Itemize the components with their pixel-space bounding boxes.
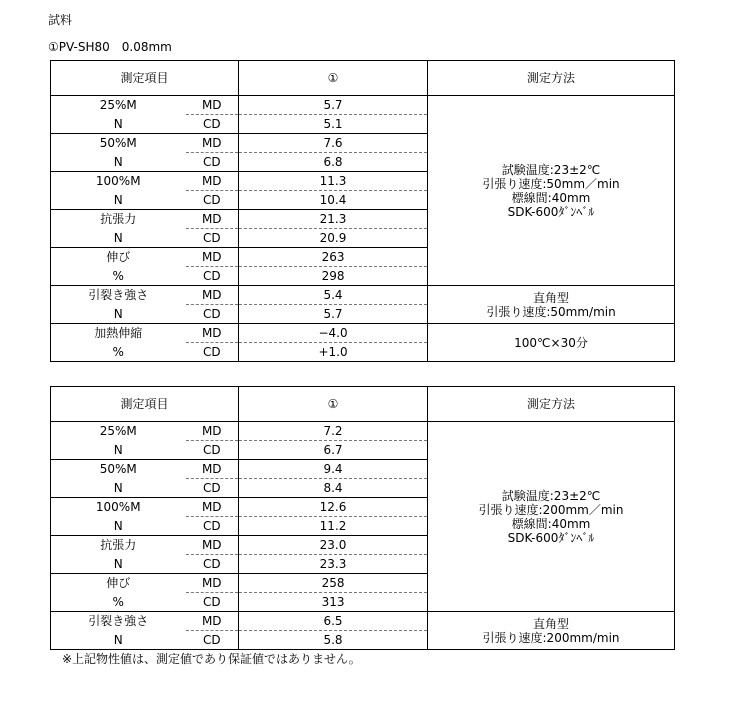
direction-label: CD	[186, 343, 239, 362]
direction-label: MD	[186, 172, 239, 191]
property-label: 100%M	[51, 498, 186, 517]
measured-value: 7.6	[239, 134, 428, 153]
method-line: 試験温度:23±2℃	[501, 162, 601, 177]
direction-label: MD	[186, 460, 239, 479]
measured-value: 6.8	[239, 153, 428, 172]
property-label: 50%M	[51, 134, 186, 153]
test-method-cell	[428, 286, 675, 324]
direction-label: CD	[186, 555, 239, 574]
property-label: N	[51, 479, 186, 498]
direction-label: MD	[186, 574, 239, 593]
method-line: 引張り速度:50mm/min	[486, 304, 616, 319]
measured-value: 21.3	[239, 210, 428, 229]
property-label: 抗張力	[51, 210, 186, 229]
direction-label: CD	[186, 267, 239, 286]
measured-value: 10.4	[239, 191, 428, 210]
measured-value: 23.3	[239, 555, 428, 574]
test-results-table-2	[50, 386, 675, 650]
property-label: N	[51, 305, 186, 324]
direction-label: CD	[186, 153, 239, 172]
property-label: %	[51, 593, 186, 612]
direction-label: CD	[186, 191, 239, 210]
direction-label: CD	[186, 593, 239, 612]
measured-value: 7.2	[239, 422, 428, 441]
direction-label: CD	[186, 479, 239, 498]
direction-label: CD	[186, 631, 239, 650]
direction-label: MD	[186, 134, 239, 153]
measured-value: 5.7	[239, 96, 428, 115]
header-sample-1: ①	[239, 387, 428, 422]
property-label: N	[51, 153, 186, 172]
direction-label: MD	[186, 536, 239, 555]
footnote: ※上記物性値は、測定値であり保証値ではありません。	[62, 652, 361, 666]
property-label: 100%M	[51, 172, 186, 191]
measured-value: 258	[239, 574, 428, 593]
test-method-cell	[428, 422, 675, 612]
measured-value: 11.3	[239, 172, 428, 191]
method-line: SDK-600ﾀﾞﾝﾍﾞﾙ	[507, 530, 595, 545]
method-line: 引張り速度:50mm／min	[482, 176, 620, 191]
measured-value: 8.4	[239, 479, 428, 498]
method-line: SDK-600ﾀﾞﾝﾍﾞﾙ	[507, 204, 595, 219]
property-label: 引裂き強さ	[51, 286, 186, 305]
measured-value: 5.7	[239, 305, 428, 324]
property-label: N	[51, 441, 186, 460]
method-line: 引張り速度:200mm／min	[478, 502, 624, 517]
test-method-cell	[428, 612, 675, 650]
measured-value: 298	[239, 267, 428, 286]
test-results-table-1	[50, 60, 675, 362]
header-test-method: 測定方法	[428, 61, 675, 96]
measured-value: 6.5	[239, 612, 428, 631]
property-label: N	[51, 517, 186, 536]
property-label: %	[51, 267, 186, 286]
property-label: 引裂き強さ	[51, 612, 186, 631]
measured-value: 12.6	[239, 498, 428, 517]
measured-value: 263	[239, 248, 428, 267]
property-label: N	[51, 229, 186, 248]
measured-value: 313	[239, 593, 428, 612]
measured-value: 6.7	[239, 441, 428, 460]
measured-value: 5.4	[239, 286, 428, 305]
method-line: 標線間:40mm	[511, 190, 591, 205]
direction-label: CD	[186, 305, 239, 324]
property-label: 伸び	[51, 248, 186, 267]
measured-value: +1.0	[239, 343, 428, 362]
property-label: N	[51, 631, 186, 650]
method-line: 試験温度:23±2℃	[501, 488, 601, 503]
property-label: 25%M	[51, 96, 186, 115]
direction-label: MD	[186, 498, 239, 517]
direction-label: MD	[186, 210, 239, 229]
method-line: 直角型	[533, 616, 570, 631]
property-label: 加熱伸縮	[51, 324, 186, 343]
property-label: %	[51, 343, 186, 362]
measured-value: 23.0	[239, 536, 428, 555]
method-line: 引張り速度:200mm/min	[482, 630, 620, 645]
direction-label: CD	[186, 441, 239, 460]
direction-label: MD	[186, 324, 239, 343]
header-measurement-item: 測定項目	[51, 61, 239, 96]
header-test-method: 測定方法	[428, 387, 675, 422]
property-label: 抗張力	[51, 536, 186, 555]
direction-label: MD	[186, 612, 239, 631]
direction-label: CD	[186, 229, 239, 248]
header-measurement-item: 測定項目	[51, 387, 239, 422]
property-label: N	[51, 115, 186, 134]
test-method-cell	[428, 324, 675, 362]
property-label: 伸び	[51, 574, 186, 593]
header-sample-1: ①	[239, 61, 428, 96]
property-label: N	[51, 191, 186, 210]
method-line: 標線間:40mm	[511, 516, 591, 531]
measured-value: 5.1	[239, 115, 428, 134]
measured-value: 20.9	[239, 229, 428, 248]
direction-label: MD	[186, 422, 239, 441]
measured-value: 11.2	[239, 517, 428, 536]
sample-spec: ①PV-SH80 0.08mm	[48, 40, 172, 54]
property-label: 25%M	[51, 422, 186, 441]
direction-label: CD	[186, 115, 239, 134]
measured-value: 9.4	[239, 460, 428, 479]
method-line: 直角型	[533, 290, 570, 305]
sample-label: 試料	[48, 13, 73, 27]
property-label: 50%M	[51, 460, 186, 479]
test-method-cell	[428, 96, 675, 286]
direction-label: CD	[186, 517, 239, 536]
measured-value: 5.8	[239, 631, 428, 650]
direction-label: MD	[186, 248, 239, 267]
direction-label: MD	[186, 96, 239, 115]
direction-label: MD	[186, 286, 239, 305]
method-line: 100℃×30分	[514, 335, 588, 350]
measured-value: −4.0	[239, 324, 428, 343]
property-label: N	[51, 555, 186, 574]
